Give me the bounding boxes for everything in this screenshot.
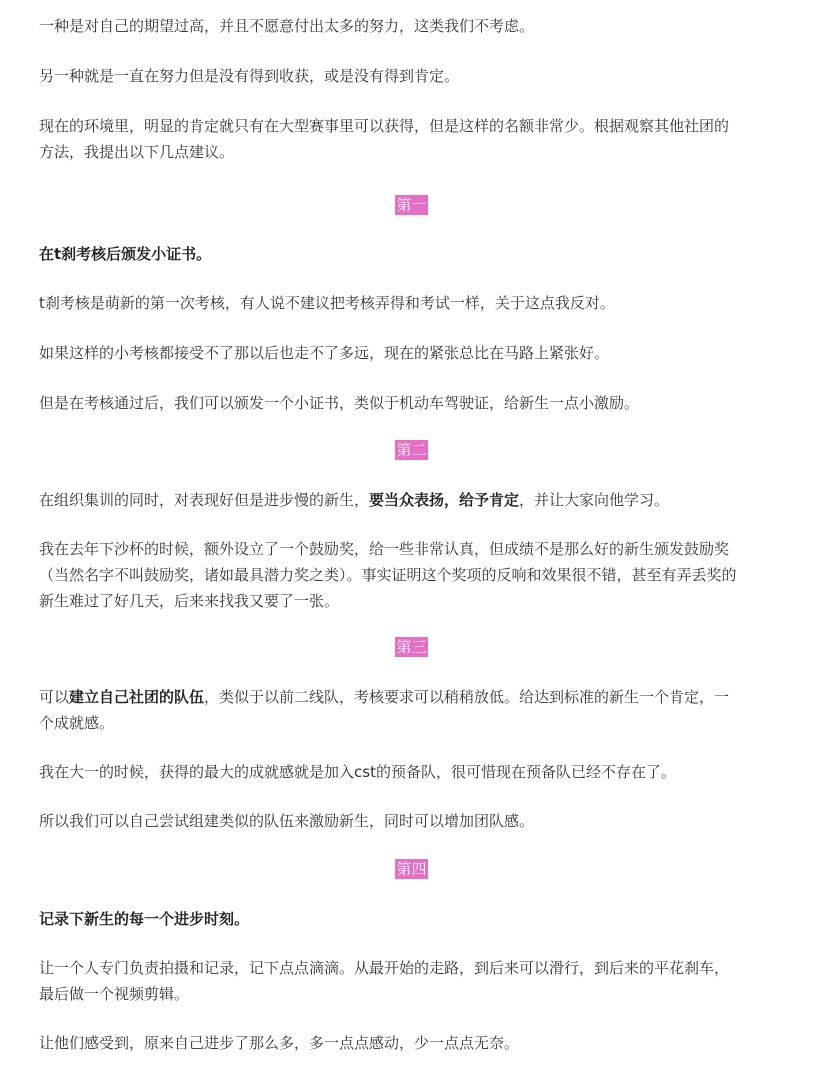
- section-heading-1: [0, 193, 823, 217]
- paragraph-intro-1: 一种是对自己的期望过高，并且不愿意付出太多的努力，这类我们不考虑。: [39, 17, 535, 35]
- section-4-paragraph-1: 让一个人专门负责拍摄和记录，记下点点滴滴。从最开始的走路，到后来可以滑行，到后来的平花刹车，最后做一个视频剪辑。: [39, 959, 730, 1003]
- section-3-paragraph-3: 所以我们可以自己尝试组建类似的队伍来激励新生，同时可以增加团队感。: [39, 812, 535, 830]
- section-heading-1-label: 第一: [396, 196, 427, 214]
- section-4-title: 记录下新生的每一个进步时刻。: [39, 910, 250, 928]
- section-2-paragraph-2: 我在去年下沙杯的时候，额外设立了一个鼓励奖，给一些非常认真，但成绩不是那么好的新生颁发鼓励奖（当然名字不叫鼓励奖，诸如最具潜力奖之类）。事实证明这个奖项的反响和效果很不错，甚至有弄丢奖的新生难过了好几天，后来来找我又要了一张。: [39, 540, 737, 610]
- paragraph-intro-2: 另一种就是一直在努力但是没有得到收获，或是没有得到肯定。: [39, 67, 460, 85]
- section-3-paragraph-2: 我在大一的时候，获得的最大的成就感就是加入cst的预备队，很可惜现在预备队已经不存在了。: [39, 763, 676, 781]
- section-heading-4-label: 第四: [396, 860, 427, 878]
- section-heading-3: [0, 635, 823, 659]
- section-3-p1-emphasis: 建立自己社团的队伍: [69, 688, 205, 706]
- section-heading-4: [0, 857, 823, 881]
- section-heading-3-label: 第三: [396, 638, 427, 656]
- section-1-paragraph-3: 但是在考核通过后，我们可以颁发一个小证书，类似于机动车驾驶证，给新生一点小激励。: [39, 394, 640, 412]
- section-4-paragraph-2: 让他们感受到，原来自己进步了那么多，多一点点感动，少一点点无奈。: [39, 1034, 520, 1052]
- section-heading-2: [0, 438, 823, 462]
- section-1-paragraph-1: t刹考核是萌新的第一次考核，有人说不建议把考核弄得和考试一样，关于这点我反对。: [39, 294, 615, 312]
- section-3-p1-pre: 可以: [39, 688, 70, 706]
- section-2-p1-post: ，并让大家向他学习。: [519, 491, 670, 509]
- section-2-p1-pre: 在组织集训的同时，对表现好但是进步慢的新生，: [39, 491, 370, 509]
- section-heading-2-label: 第二: [396, 441, 427, 459]
- section-1-title: 在t刹考核后颁发小证书。: [39, 245, 212, 263]
- section-1-paragraph-2: 如果这样的小考核都接受不了那以后也走不了多远，现在的紧张总比在马路上紧张好。: [39, 344, 610, 362]
- paragraph-intro-3: 现在的环境里，明显的肯定就只有在大型赛事里可以获得，但是这样的名额非常少。根据观察其他社团的方法，我提出以下几点建议。: [39, 117, 730, 161]
- section-2-p1-emphasis: 要当众表扬，给予肯定: [369, 491, 520, 509]
- section-2-paragraph-1: [39, 487, 739, 513]
- section-3-p1-post: ，类似于以前二线队，考核要求可以稍稍放低。给达到标准的新生一个肯定，一个成就感。: [39, 688, 730, 732]
- section-3-paragraph-1: [39, 684, 739, 736]
